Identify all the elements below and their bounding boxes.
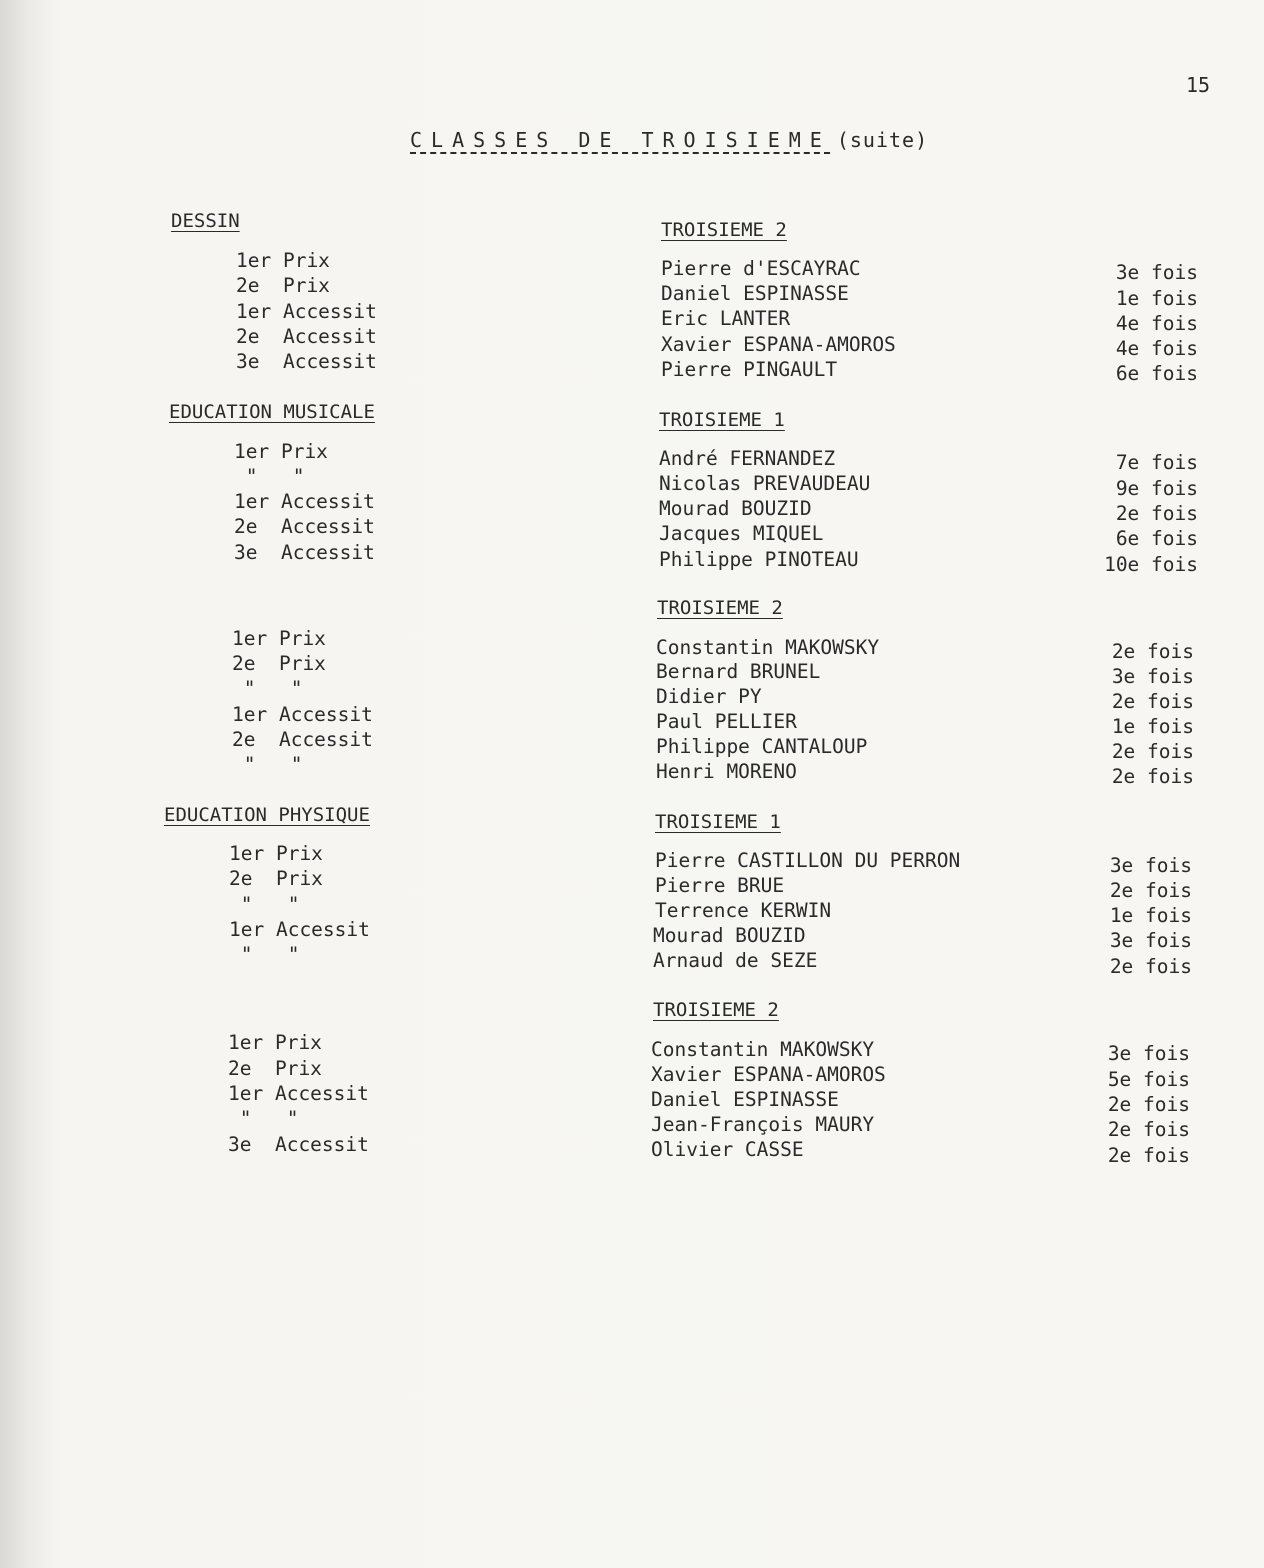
- pupil-name: Jacques MIQUEL: [659, 522, 824, 545]
- pupil-name: Constantin MAKOWSKY: [656, 636, 880, 659]
- award-line: 1er Prix: [234, 440, 328, 463]
- award-line: 2e Prix: [228, 1057, 322, 1080]
- pupil-name: Philippe PINOTEAU: [659, 548, 859, 571]
- award-line: 1er Prix: [229, 842, 323, 865]
- award-line: " ": [232, 677, 303, 700]
- pupil-name: Mourad BOUZID: [659, 497, 812, 520]
- award-line: 2e Prix: [232, 652, 326, 675]
- award-count: 1e fois: [1111, 715, 1194, 738]
- award-count: 6e fois: [1115, 362, 1198, 385]
- award-count: 4e fois: [1115, 312, 1198, 335]
- award-line: 2e Prix: [236, 274, 330, 297]
- pupil-name: Henri MORENO: [656, 760, 797, 783]
- award-line: " ": [232, 753, 303, 776]
- award-count: 1e fois: [1109, 904, 1192, 927]
- page-heading: [410, 128, 928, 152]
- award-count: 3e fois: [1111, 665, 1194, 688]
- award-line: 2e Accessit: [234, 515, 375, 538]
- class-label: TROISIEME 2: [657, 597, 783, 619]
- pupil-name: Constantin MAKOWSKY: [651, 1038, 875, 1061]
- award-count: 4e fois: [1115, 337, 1198, 360]
- pupil-name: Pierre CASTILLON DU PERRON: [655, 849, 961, 872]
- award-line: 1er Accessit: [236, 300, 377, 323]
- class-label: TROISIEME 1: [655, 811, 781, 833]
- award-count: 2e fois: [1115, 502, 1198, 525]
- page-number: 15: [1186, 73, 1211, 97]
- award-line: 2e Accessit: [236, 325, 377, 348]
- award-line: 1er Prix: [228, 1031, 322, 1054]
- award-count: 10e fois: [1104, 553, 1198, 576]
- subject-title: DESSIN: [171, 210, 240, 232]
- award-line: 2e Accessit: [232, 728, 373, 751]
- pupil-name: Mourad BOUZID: [653, 924, 806, 947]
- heading-title: CLASSES DE TROISIEME: [410, 128, 831, 152]
- pupil-name: Jean-François MAURY: [651, 1113, 875, 1136]
- award-count: 2e fois: [1107, 1093, 1190, 1116]
- award-count: 3e fois: [1115, 261, 1198, 284]
- award-count: 2e fois: [1111, 640, 1194, 663]
- pupil-name: Didier PY: [656, 685, 762, 708]
- award-line: 1er Accessit: [229, 918, 370, 941]
- class-label: TROISIEME 2: [653, 999, 779, 1021]
- award-line: " ": [234, 465, 305, 488]
- pupil-name: Bernard BRUNEL: [656, 660, 821, 683]
- pupil-name: Nicolas PREVAUDEAU: [659, 472, 871, 495]
- pupil-name: Philippe CANTALOUP: [656, 735, 868, 758]
- subject-title: EDUCATION PHYSIQUE: [164, 804, 370, 826]
- award-line: 3e Accessit: [236, 350, 377, 373]
- award-count: 2e fois: [1107, 1144, 1190, 1167]
- heading-suffix: (suite): [836, 128, 929, 152]
- award-line: 1er Accessit: [228, 1082, 369, 1105]
- pupil-name: Paul PELLIER: [656, 710, 797, 733]
- award-count: 2e fois: [1111, 740, 1194, 763]
- award-line: 1er Accessit: [234, 490, 375, 513]
- award-count: 6e fois: [1115, 527, 1198, 550]
- award-line: 1er Accessit: [232, 703, 373, 726]
- pupil-name: Olivier CASSE: [651, 1138, 804, 1161]
- award-line: 1er Prix: [232, 627, 326, 650]
- pupil-name: Pierre BRUE: [655, 874, 785, 897]
- award-count: 2e fois: [1111, 765, 1194, 788]
- class-label: TROISIEME 1: [659, 409, 785, 431]
- pupil-name: Pierre PINGAULT: [661, 358, 838, 381]
- pupil-name: Terrence KERWIN: [655, 899, 832, 922]
- award-count: 3e fois: [1109, 854, 1192, 877]
- award-count: 2e fois: [1109, 955, 1192, 978]
- award-count: 3e fois: [1107, 1042, 1190, 1065]
- award-line: 3e Accessit: [234, 541, 375, 564]
- award-line: " ": [228, 1107, 299, 1130]
- pupil-name: Eric LANTER: [661, 307, 791, 330]
- award-line: 2e Prix: [229, 867, 323, 890]
- pupil-name: Daniel ESPINASSE: [661, 282, 849, 305]
- pupil-name: Daniel ESPINASSE: [651, 1088, 839, 1111]
- pupil-name: Xavier ESPANA-AMOROS: [661, 333, 896, 356]
- award-line: " ": [229, 893, 300, 916]
- pupil-name: Pierre d'ESCAYRAC: [661, 257, 861, 280]
- award-line: 3e Accessit: [228, 1133, 369, 1156]
- award-count: 2e fois: [1109, 879, 1192, 902]
- award-count: 2e fois: [1111, 690, 1194, 713]
- award-line: 1er Prix: [236, 249, 330, 272]
- award-line: " ": [229, 943, 300, 966]
- award-count: 2e fois: [1107, 1118, 1190, 1141]
- pupil-name: André FERNANDEZ: [659, 447, 836, 470]
- award-count: 7e fois: [1115, 451, 1198, 474]
- award-count: 3e fois: [1109, 929, 1192, 952]
- class-label: TROISIEME 2: [661, 219, 787, 241]
- award-count: 1e fois: [1115, 287, 1198, 310]
- pupil-name: Arnaud de SEZE: [653, 949, 818, 972]
- subject-title: EDUCATION MUSICALE: [169, 401, 375, 423]
- award-count: 9e fois: [1115, 477, 1198, 500]
- pupil-name: Xavier ESPANA-AMOROS: [651, 1063, 886, 1086]
- award-count: 5e fois: [1107, 1068, 1190, 1091]
